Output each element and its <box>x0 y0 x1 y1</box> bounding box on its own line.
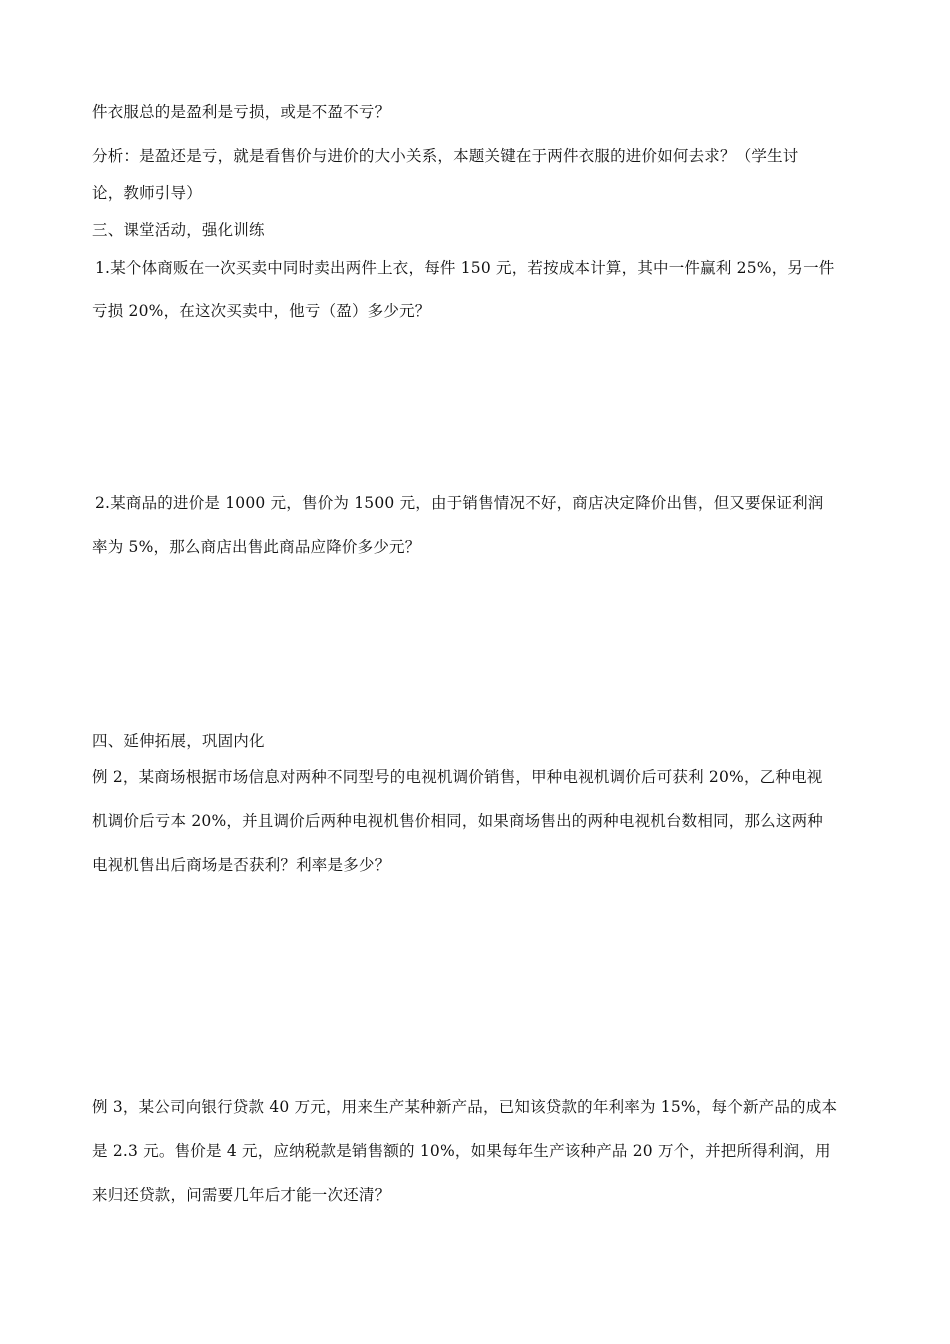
example-2-line-2: 机调价后亏本 20%，并且调价后两种电视机售价相同，如果商场售出的两种电视机台数相同，那么这两种 <box>92 812 823 830</box>
example-3-line-2: 是 2.3 元。售价是 4 元，应纳税款是销售额的 10%，如果每年生产该种产品 20 万个，并把所得利润，用 <box>92 1142 831 1160</box>
question-1-line-2: 亏损 20%，在这次买卖中，他亏（盈）多少元？ <box>92 302 431 320</box>
example-2-line-3: 电视机售出后商场是否获利？利率是多少？ <box>92 856 391 874</box>
question-2-line-2: 率为 5%，那么商店出售此商品应降价多少元？ <box>92 538 421 556</box>
section-4-heading: 四、延伸拓展，巩固内化 <box>92 732 265 750</box>
question-2-line-1: 2.某商品的进价是 1000 元，售价为 1500 元，由于销售情况不好，商店决定降价出售，但又要保证利润 <box>95 494 824 512</box>
section-3-heading: 三、课堂活动，强化训练 <box>92 221 265 239</box>
example-2-line-1: 例 2，某商场根据市场信息对两种不同型号的电视机调价销售，甲种电视机调价后可获利 20%，乙种电视 <box>92 768 823 786</box>
intro-line-1: 件衣服总的是盈利是亏损，或是不盈不亏？ <box>92 103 391 121</box>
question-1-line-1: 1.某个体商贩在一次买卖中同时卖出两件上衣，每件 150 元，若按成本计算，其中一件赢利 25%，另一件 <box>95 259 835 277</box>
example-3-line-3: 来归还贷款，问需要几年后才能一次还清？ <box>92 1186 391 1204</box>
analysis-line-2: 论，教师引导） <box>92 184 202 202</box>
analysis-line-1: 分析：是盈还是亏，就是看售价与进价的大小关系，本题关键在于两件衣服的进价如何去求？（学生讨 <box>92 147 799 165</box>
example-3-line-1: 例 3，某公司向银行贷款 40 万元，用来生产某种新产品，已知该贷款的年利率为 15%，每个新产品的成本 <box>92 1098 838 1116</box>
